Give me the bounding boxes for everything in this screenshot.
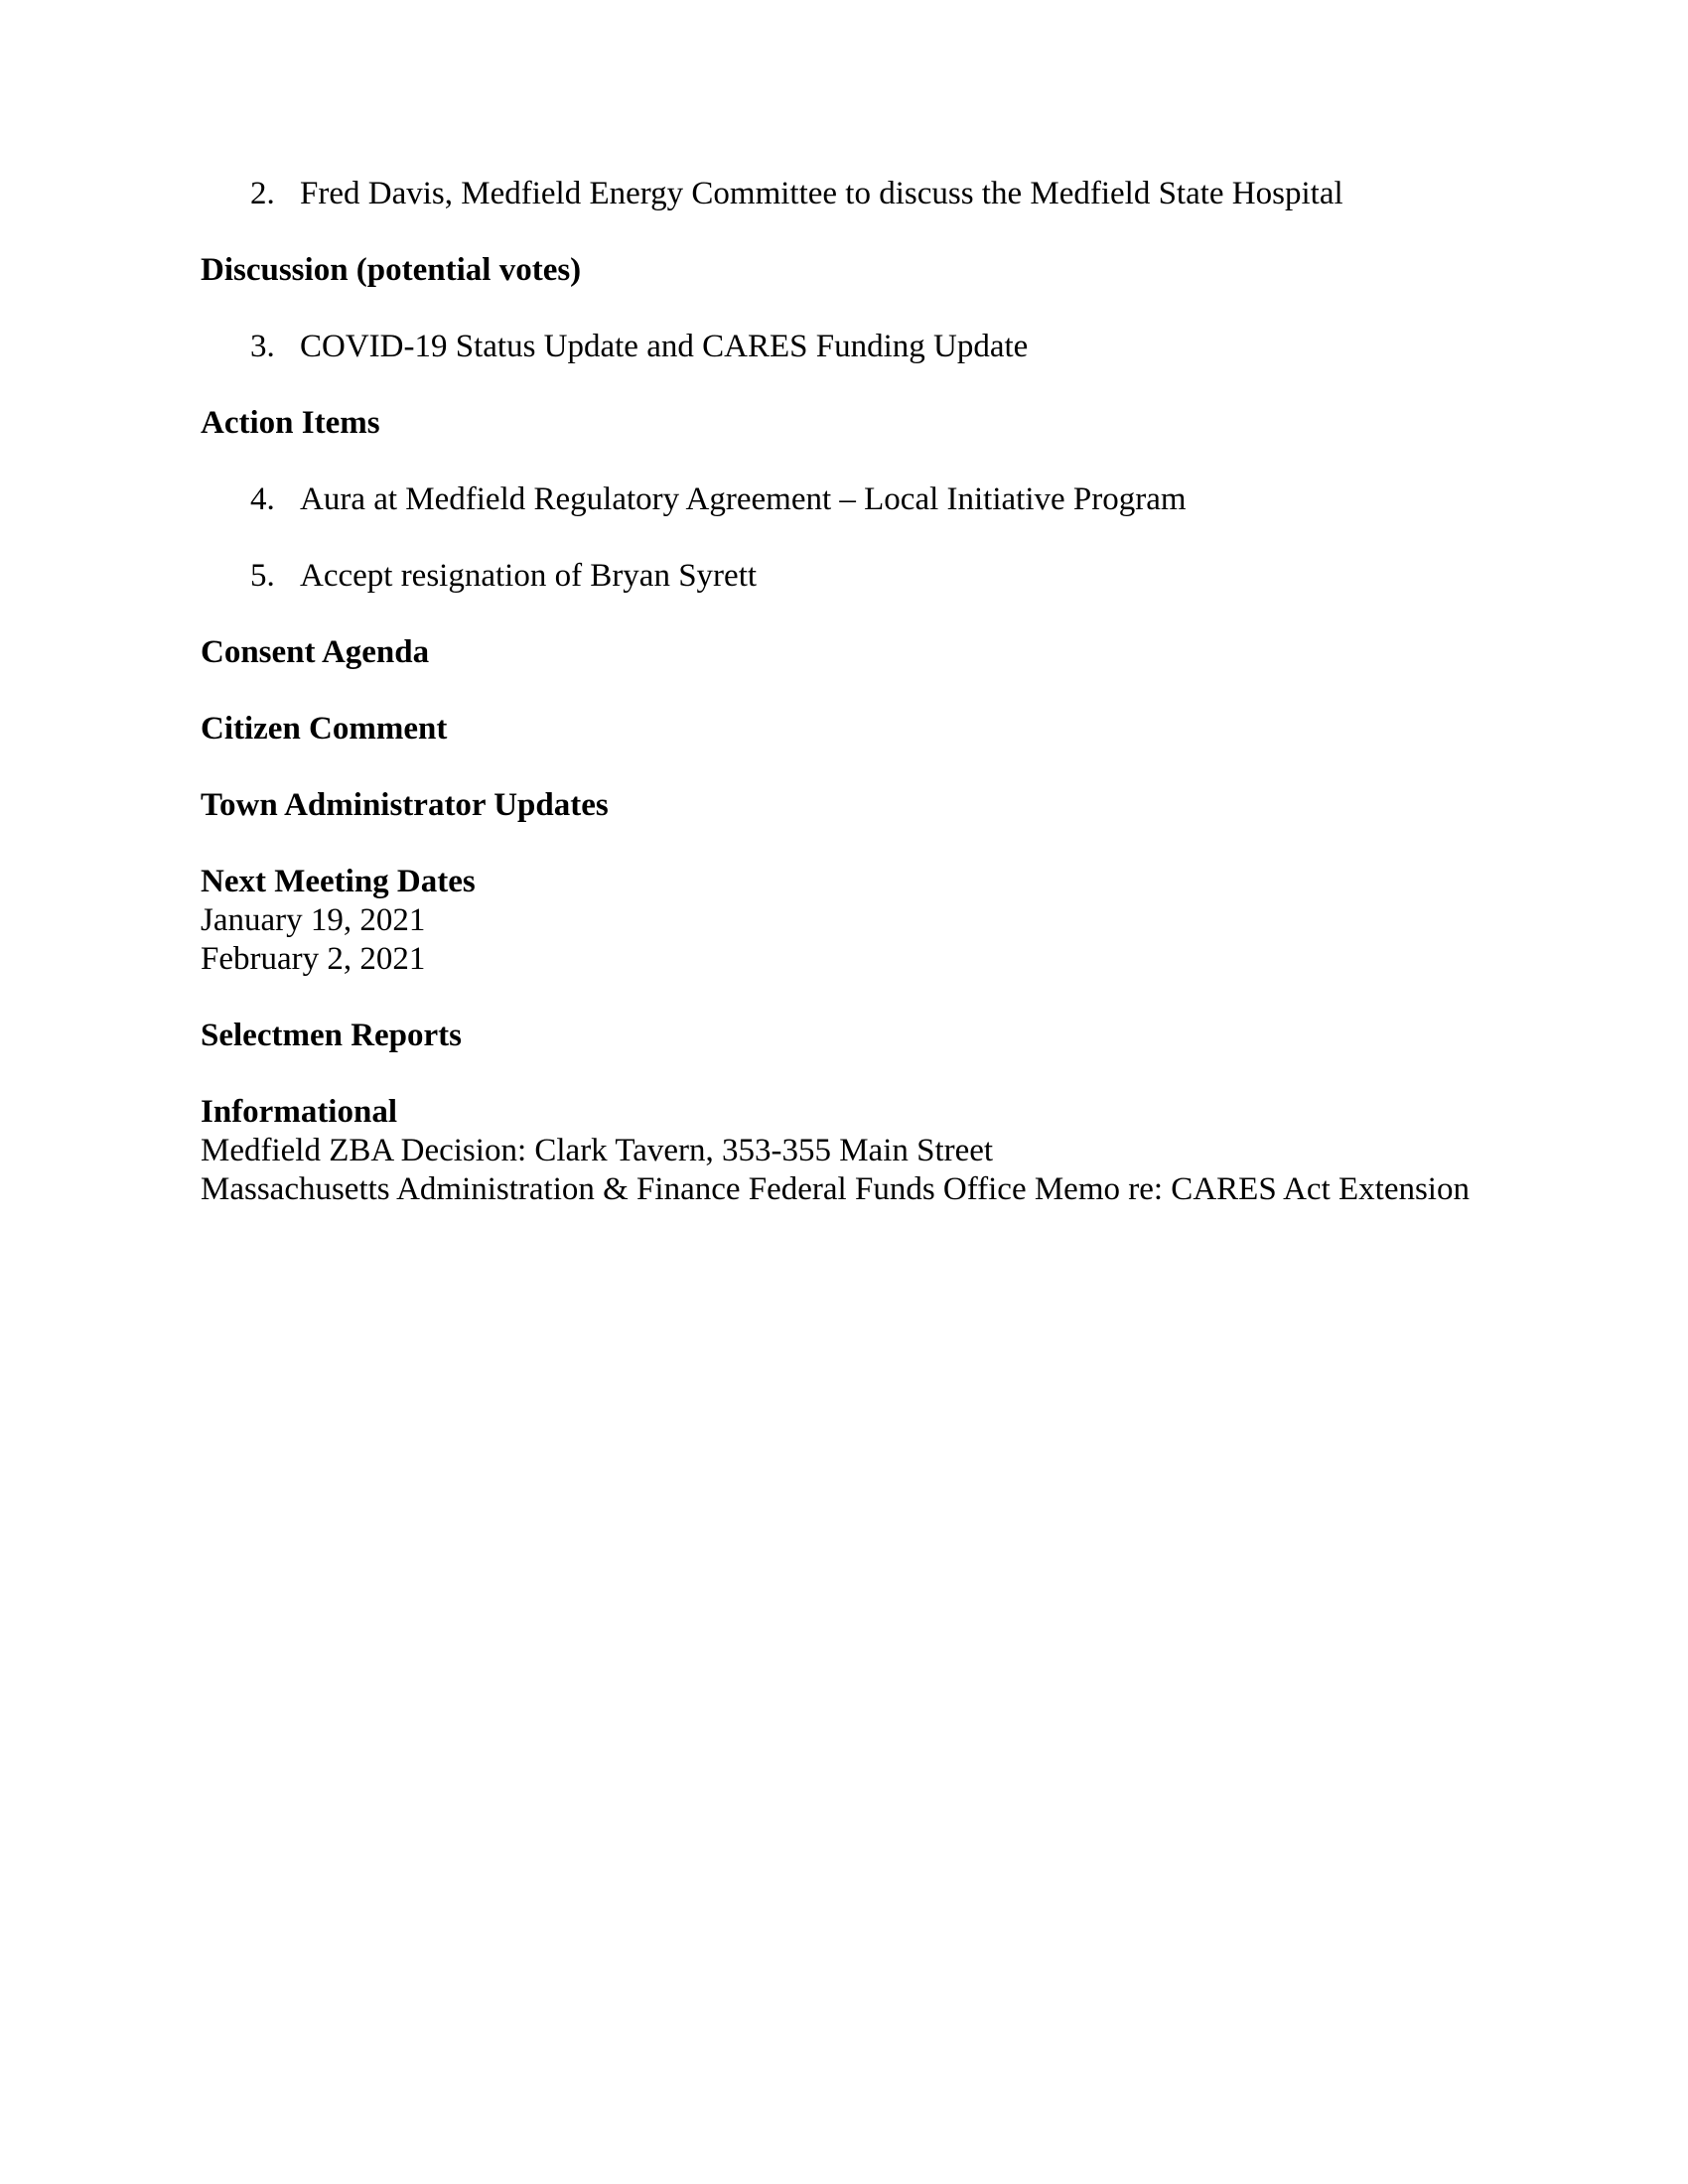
meeting-date: January 19, 2021 [201,902,426,938]
informational-section [201,1093,1549,1209]
section-heading-next-meeting-dates: Next Meeting Dates [201,864,476,899]
agenda-item-2 [201,175,1549,213]
agenda-item-number: 3. [250,329,275,364]
section-heading-discussion: Discussion (potential votes) [201,252,582,288]
informational-item: Medfield ZBA Decision: Clark Tavern, 353-355 Main Street [201,1133,994,1168]
agenda-item-text: Aura at Medfield Regulatory Agreement – Local Initiative Program [300,481,1187,517]
next-meeting-dates-section [201,863,1549,979]
agenda-item-number: 2. [250,176,275,211]
section-heading-action-items: Action Items [201,405,380,441]
section-heading-citizen-comment: Citizen Comment [201,711,448,747]
section-heading-selectmen-reports: Selectmen Reports [201,1018,463,1053]
agenda-item-text: COVID-19 Status Update and CARES Funding Update [300,329,1029,364]
meeting-date: February 2, 2021 [201,941,426,977]
agenda-item-4 [201,480,1549,519]
section-heading-informational: Informational [201,1094,397,1130]
section-heading-consent-agenda: Consent Agenda [201,634,430,670]
agenda-item-text: Fred Davis, Medfield Energy Committee to discuss the Medfield State Hospital [300,176,1343,211]
agenda-item-number: 5. [250,558,275,594]
agenda-item-number: 4. [250,481,275,517]
agenda-item-5 [201,557,1549,596]
informational-item: Massachusetts Administration & Finance Federal Funds Office Memo re: CARES Act Extension [201,1171,1470,1207]
agenda-item-text: Accept resignation of Bryan Syrett [300,558,758,594]
agenda-item-3 [201,328,1549,366]
section-heading-town-administrator-updates: Town Administrator Updates [201,787,609,823]
